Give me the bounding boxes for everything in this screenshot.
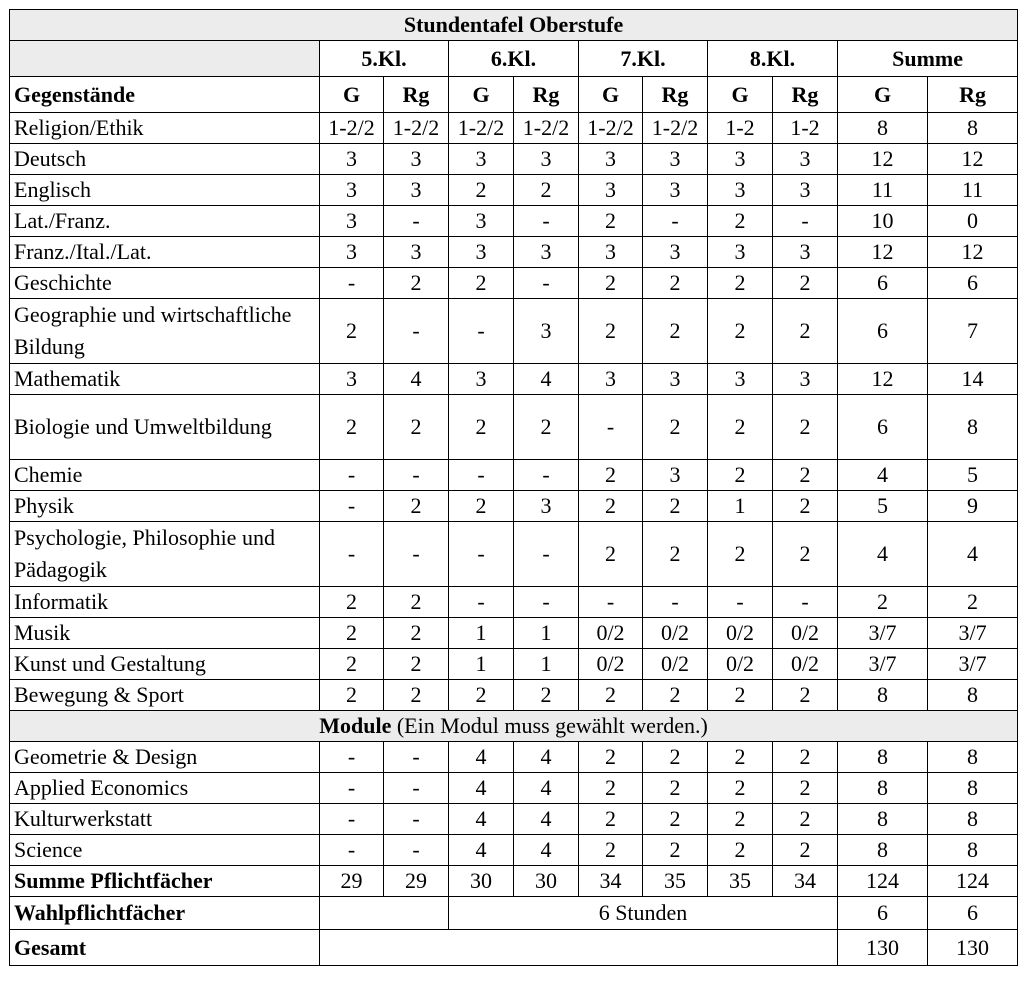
hour-cell: - [514,587,579,618]
subject-name: Religion/Ethik [10,113,320,144]
hour-cell: 3 [643,175,708,206]
hour-cell: 3 [579,144,643,175]
hour-cell: - [514,268,579,299]
class-header-6: 6.Kl. [449,41,579,77]
hour-cell: 6 [838,268,928,299]
hour-cell: 3 [320,364,384,395]
summe-cell: 29 [320,866,384,897]
table-row [10,835,1018,866]
hour-cell: 3 [384,144,449,175]
hour-cell: 4 [514,742,579,773]
hour-cell: 3 [320,144,384,175]
hour-cell: 3 [643,144,708,175]
hour-cell: - [449,299,514,364]
hour-cell: 2 [384,587,449,618]
table-row [10,491,1018,522]
hour-cell: 5 [928,460,1018,491]
hour-cell: 2 [773,522,838,587]
hour-cell: 2 [579,491,643,522]
hour-cell: - [449,587,514,618]
hour-cell: 8 [928,742,1018,773]
summe-cell: 29 [384,866,449,897]
module-header-row [10,711,1018,742]
summe-cell: 34 [773,866,838,897]
hour-cell: 12 [928,237,1018,268]
hour-cell: 2 [384,618,449,649]
hour-cell: 3 [773,237,838,268]
table-row [10,680,1018,711]
summe-cell: 30 [514,866,579,897]
hour-cell: 3 [320,206,384,237]
hour-cell: 3 [708,144,773,175]
hour-cell: 2 [773,835,838,866]
hour-cell: 10 [838,206,928,237]
hour-cell: 2 [579,299,643,364]
gesamt-label: Gesamt [10,930,320,966]
hour-cell: 2 [449,680,514,711]
hour-cell: 3 [643,364,708,395]
col-label: Rg [384,77,449,113]
hour-cell: 2 [773,773,838,804]
module-header-note: (Ein Modul muss gewählt werden.) [391,713,708,738]
subject-name: Geschichte [10,268,320,299]
summe-cell: 34 [579,866,643,897]
hour-cell: 3 [449,364,514,395]
hour-cell: 1-2 [773,113,838,144]
col-label: Rg [773,77,838,113]
hour-cell: - [320,742,384,773]
hour-cell: 2 [449,491,514,522]
hour-cell: 8 [838,113,928,144]
hour-cell: - [384,804,449,835]
wahlpflicht-empty-cell [320,897,449,930]
hour-cell: 4 [514,364,579,395]
hour-cell: 3/7 [928,618,1018,649]
hour-cell: 8 [838,742,928,773]
hour-cell: 2 [643,835,708,866]
hour-cell: 3 [773,144,838,175]
hour-cell: 3 [320,175,384,206]
hour-cell: - [320,491,384,522]
col-label: G [320,77,384,113]
hour-cell: 2 [449,175,514,206]
hour-cell: 2 [643,804,708,835]
hour-cell: 2 [384,268,449,299]
hour-cell: 4 [449,773,514,804]
hour-cell: 8 [838,835,928,866]
hour-cell: 4 [514,804,579,835]
hour-cell: 2 [773,742,838,773]
hour-cell: - [579,587,643,618]
hour-cell: - [449,522,514,587]
hour-cell: 3 [643,237,708,268]
hour-cell: 4 [514,773,579,804]
hour-cell: 2 [643,299,708,364]
hour-cell: 4 [449,742,514,773]
hour-cell: 1-2/2 [384,113,449,144]
hour-cell: 6 [838,299,928,364]
hour-cell: 2 [773,299,838,364]
hour-cell: 2 [579,804,643,835]
hour-cell: 1-2 [708,113,773,144]
hour-cell: 3/7 [928,649,1018,680]
table-row [10,773,1018,804]
hour-cell: 3 [579,364,643,395]
hour-cell: - [773,587,838,618]
subject-name: Bewegung & Sport [10,680,320,711]
hour-cell: 3 [320,237,384,268]
hour-cell: 14 [928,364,1018,395]
hour-cell: 2 [643,680,708,711]
hour-cell: 2 [708,460,773,491]
table-row [10,144,1018,175]
hour-cell: 8 [928,680,1018,711]
hour-cell: 9 [928,491,1018,522]
hour-cell: - [514,206,579,237]
hour-cell: 2 [773,680,838,711]
gesamt-empty-cell [320,930,838,966]
table-row [10,364,1018,395]
table-row [10,175,1018,206]
wahlpflicht-hours: 6 Stunden [449,897,838,930]
hour-cell: 2 [320,395,384,460]
hour-cell: 2 [708,742,773,773]
hour-cell: 2 [579,268,643,299]
wahlpflicht-row [10,897,1018,930]
hour-cell: 2 [514,175,579,206]
hour-cell: - [320,522,384,587]
class-header-7: 7.Kl. [579,41,708,77]
hour-cell: 3 [384,237,449,268]
hour-cell: 8 [928,395,1018,460]
col-label: G [708,77,773,113]
table-row [10,299,1018,364]
hour-cell: 3/7 [838,618,928,649]
summe-cell: 124 [838,866,928,897]
wahlpflicht-label: Wahlpflichtfächer [10,897,320,930]
subject-name: Mathematik [10,364,320,395]
hour-cell: 6 [928,268,1018,299]
hour-cell: 2 [838,587,928,618]
hour-cell: 0/2 [579,618,643,649]
hour-cell: - [320,773,384,804]
subject-name: Chemie [10,460,320,491]
hour-cell: 4 [384,364,449,395]
hour-cell: 2 [579,206,643,237]
subject-name: Lat./Franz. [10,206,320,237]
hour-cell: 8 [928,804,1018,835]
gesamt-row [10,930,1018,966]
subject-name: Geographie und wirtschaftliche Bildung [10,299,320,364]
hour-cell: 2 [384,491,449,522]
hour-cell: 12 [928,144,1018,175]
hour-cell: - [384,299,449,364]
hour-cell: 2 [384,395,449,460]
hour-cell: 0/2 [643,618,708,649]
wahlpflicht-sum-g: 6 [838,897,928,930]
hour-cell: 3 [384,175,449,206]
subject-name: Englisch [10,175,320,206]
hour-cell: 2 [449,268,514,299]
hour-cell: 2 [320,299,384,364]
hour-cell: 1 [514,618,579,649]
hour-cell: 2 [384,649,449,680]
module-header-bold: Module [319,713,392,738]
summe-pflicht-row [10,866,1018,897]
subject-name: Franz./Ital./Lat. [10,237,320,268]
hour-cell: 0 [928,206,1018,237]
table-row [10,522,1018,587]
hour-cell: - [384,773,449,804]
subject-name: Kulturwerkstatt [10,804,320,835]
hour-cell: 2 [773,460,838,491]
hour-cell: 2 [773,268,838,299]
hour-cell: - [384,522,449,587]
hour-cell: 8 [838,804,928,835]
hour-cell: - [514,522,579,587]
subject-name: Deutsch [10,144,320,175]
hour-cell: 3 [773,175,838,206]
hour-cell: 3/7 [838,649,928,680]
hour-cell: 1 [514,649,579,680]
hour-cell: 2 [928,587,1018,618]
subject-name: Psychologie, Philosophie und Pädagogik [10,522,320,587]
hour-cell: 2 [643,522,708,587]
hour-cell: 2 [643,742,708,773]
table-row [10,587,1018,618]
summe-cell: 35 [708,866,773,897]
module-header [10,711,1018,742]
hour-cell: - [773,206,838,237]
hour-cell: - [643,587,708,618]
hour-cell: 1-2/2 [643,113,708,144]
table-row [10,618,1018,649]
hour-cell: 3 [773,364,838,395]
hour-cell: 3 [514,237,579,268]
hour-cell: 1 [708,491,773,522]
gesamt-sum-g: 130 [838,930,928,966]
subject-name: Informatik [10,587,320,618]
hour-cell: 8 [838,773,928,804]
hour-cell: 12 [838,237,928,268]
hour-cell: 2 [773,804,838,835]
hour-cell: 1-2/2 [579,113,643,144]
hour-cell: 4 [838,522,928,587]
hour-cell: 3 [514,144,579,175]
hour-cell: 3 [579,175,643,206]
hour-cell: 7 [928,299,1018,364]
hour-cell: 1-2/2 [449,113,514,144]
hour-cell: 8 [928,835,1018,866]
table-row [10,268,1018,299]
summe-pflicht-label: Summe Pflichtfächer [10,866,320,897]
col-label: G [449,77,514,113]
table-row [10,804,1018,835]
hour-cell: 3 [643,460,708,491]
hour-cell: 2 [643,491,708,522]
subject-name: Geometrie & Design [10,742,320,773]
hour-cell: 2 [708,395,773,460]
table-row [10,113,1018,144]
hour-cell: 2 [320,618,384,649]
hour-cell: - [320,460,384,491]
hour-cell: 2 [773,491,838,522]
hour-cell: 2 [579,773,643,804]
class-header-8: 8.Kl. [708,41,838,77]
table-title: Stundentafel Oberstufe [10,10,1018,41]
hour-cell: 3 [708,364,773,395]
header-empty-cell [10,41,320,77]
hour-cell: 1-2/2 [320,113,384,144]
hour-cell: 0/2 [708,618,773,649]
table-row [10,395,1018,460]
hour-cell: 2 [643,773,708,804]
col-label: Rg [643,77,708,113]
hour-cell: 2 [320,680,384,711]
hour-cell: 2 [579,680,643,711]
table-row [10,237,1018,268]
hour-cell: 2 [643,268,708,299]
summe-cell: 124 [928,866,1018,897]
timetable-container [9,9,1018,966]
hour-cell: 12 [838,144,928,175]
table-row [10,460,1018,491]
hour-cell: - [320,835,384,866]
hour-cell: 3 [514,491,579,522]
col-label: G [579,77,643,113]
hour-cell: 3 [579,237,643,268]
hour-cell: - [320,268,384,299]
hour-cell: 4 [449,804,514,835]
table-row [10,742,1018,773]
hour-cell: 4 [449,835,514,866]
hour-cell: - [449,460,514,491]
hour-cell: - [384,460,449,491]
hour-cell: 3 [449,237,514,268]
hour-cell: - [384,206,449,237]
hour-cell: 0/2 [773,649,838,680]
hour-cell: 2 [514,680,579,711]
hour-cell: 2 [708,680,773,711]
subject-name: Science [10,835,320,866]
hour-cell: 8 [928,773,1018,804]
hour-cell: 1-2/2 [514,113,579,144]
summe-cell: 35 [643,866,708,897]
hour-cell: - [579,395,643,460]
hour-cell: 2 [773,395,838,460]
hour-cell: 3 [708,237,773,268]
hour-cell: - [514,460,579,491]
timetable [9,9,1018,966]
hour-cell: 1 [449,649,514,680]
hour-cell: 2 [579,460,643,491]
gesamt-sum-rg: 130 [928,930,1018,966]
hour-cell: 8 [928,113,1018,144]
hour-cell: 11 [928,175,1018,206]
hour-cell: 11 [838,175,928,206]
hour-cell: 2 [708,804,773,835]
wahlpflicht-sum-rg: 6 [928,897,1018,930]
table-row [10,649,1018,680]
hour-cell: - [643,206,708,237]
summe-cell: 30 [449,866,514,897]
subject-name: Biologie und Umweltbildung [10,395,320,460]
hour-cell: 3 [449,206,514,237]
hour-cell: 12 [838,364,928,395]
hour-cell: 2 [708,299,773,364]
subjects-header: Gegenstände [10,77,320,113]
hour-cell: 4 [514,835,579,866]
hour-cell: 3 [449,144,514,175]
subject-name: Physik [10,491,320,522]
hour-cell: 0/2 [579,649,643,680]
hour-cell: 0/2 [708,649,773,680]
subject-name: Applied Economics [10,773,320,804]
col-label: G [838,77,928,113]
hour-cell: 2 [579,522,643,587]
hour-cell: 2 [708,773,773,804]
hour-cell: 4 [928,522,1018,587]
subject-name: Kunst und Gestaltung [10,649,320,680]
hour-cell: 5 [838,491,928,522]
col-label: Rg [928,77,1018,113]
hour-cell: 8 [838,680,928,711]
hour-cell: 2 [514,395,579,460]
hour-cell: 6 [838,395,928,460]
class-header-summe: Summe [838,41,1018,77]
hour-cell: 2 [708,835,773,866]
hour-cell: 2 [320,649,384,680]
class-header-5: 5.Kl. [320,41,449,77]
hour-cell: 2 [449,395,514,460]
hour-cell: 2 [384,680,449,711]
hour-cell: 2 [643,395,708,460]
hour-cell: 3 [514,299,579,364]
hour-cell: 0/2 [643,649,708,680]
hour-cell: - [708,587,773,618]
hour-cell: 2 [320,587,384,618]
hour-cell: - [384,742,449,773]
subject-name: Musik [10,618,320,649]
hour-cell: 2 [579,835,643,866]
hour-cell: 3 [708,175,773,206]
hour-cell: 4 [838,460,928,491]
hour-cell: - [320,804,384,835]
col-label: Rg [514,77,579,113]
hour-cell: 2 [708,268,773,299]
hour-cell: 2 [708,206,773,237]
hour-cell: - [384,835,449,866]
hour-cell: 1 [449,618,514,649]
hour-cell: 2 [708,522,773,587]
hour-cell: 0/2 [773,618,838,649]
table-row [10,206,1018,237]
hour-cell: 2 [579,742,643,773]
